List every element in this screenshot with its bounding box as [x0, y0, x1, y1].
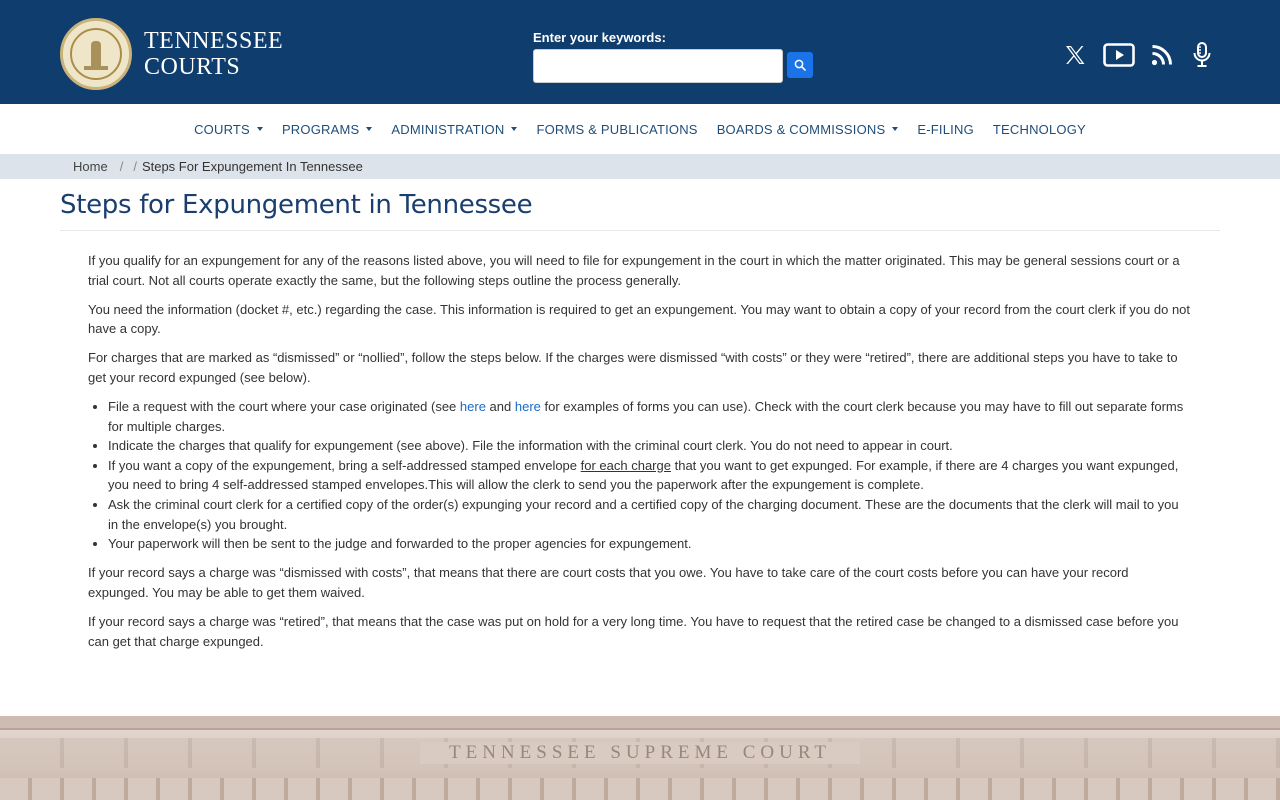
podcast-icon	[1192, 42, 1212, 68]
logo-line-1: TENNESSEE	[144, 28, 284, 54]
forms-link-1[interactable]: here	[459, 399, 486, 415]
nav-item-boards-commissions[interactable]	[717, 122, 899, 137]
nav-label: PROGRAMS	[281, 121, 360, 137]
caret-down-icon	[892, 127, 898, 131]
search-label: Enter your keywords:	[533, 30, 666, 45]
banner-inscription: TENNESSEE SUPREME COURT	[420, 742, 860, 764]
caret-down-icon	[366, 127, 372, 131]
caret-down-icon	[257, 127, 263, 131]
emphasis-text: for each charge	[580, 457, 671, 473]
logo-line-2: COURTS	[144, 54, 241, 80]
paragraph: For charges that are marked as “dismissed” or “nollied”, follow the steps below. If the charges were dismissed “with costs” or they were “retired”, there are additional steps you have to take to get your record expunged (see below).	[88, 350, 1178, 385]
list-item: • If you want a copy of the expungement, bring a self-addressed stamped envelope for each charge that you want to get expunged. For example, if there are 4 charges you want expunged, you need to bring 4 self-addressed stamped envelopes.This will allow the clerk to send you the paperwork after the expungement is complete.	[108, 456, 1192, 495]
logo-text	[144, 28, 283, 80]
nav-label: BOARDS & COMMISSIONS	[716, 121, 886, 137]
search-input[interactable]	[533, 49, 783, 83]
search-icon	[794, 59, 806, 71]
list-item: • Your paperwork will then be sent to the judge and forwarded to the proper agencies for expungement.	[108, 534, 1192, 554]
steps-list	[108, 397, 1192, 554]
x-link[interactable]	[1062, 40, 1088, 70]
breadcrumb-current: Steps For Expungement In Tennessee	[141, 159, 363, 174]
paragraph: If your record says a charge was “dismissed with costs”, that means that there are court costs that you owe. You have to take care of the court costs before you can have your record expunged. You may be able to get them waived.	[88, 565, 1129, 600]
nav-item-e-filing[interactable]	[917, 122, 974, 137]
nav-item-programs[interactable]	[282, 122, 372, 137]
paragraph: If you qualify for an expungement for any of the reasons listed above, you will need to file for expungement in the court in which the matter originated. This may be general sessions court or a trial court. Not all courts operate exactly the same, but the following steps outline the process generally.	[88, 253, 1180, 288]
nav-item-courts[interactable]	[194, 122, 263, 137]
breadcrumb-home[interactable]: Home	[73, 159, 108, 174]
page-title: Steps for Expungement in Tennessee	[60, 190, 533, 220]
supreme-court-banner-image	[0, 716, 1280, 800]
title-divider	[60, 230, 1220, 231]
search-button[interactable]	[787, 52, 813, 78]
nav-item-forms-publications[interactable]	[536, 122, 697, 137]
list-item: • File a request with the court where your case originated (see here and here for examples of forms you can use). Check with the court clerk because you may have to fill out separate forms for multiple charges.	[108, 397, 1192, 436]
youtube-link[interactable]	[1102, 40, 1136, 70]
caret-down-icon	[511, 127, 517, 131]
site-header	[0, 0, 1280, 104]
article-body	[88, 251, 1192, 661]
rss-link[interactable]	[1150, 40, 1174, 70]
list-item: • Ask the criminal court clerk for a certified copy of the order(s) expunging your record and a certified copy of the charging document. These are the documents that the clerk will mail to you in the envelope(s) you brought.	[108, 495, 1192, 534]
nav-label: TECHNOLOGY	[992, 121, 1086, 137]
rss-icon	[1151, 44, 1173, 66]
main-nav	[0, 104, 1280, 154]
breadcrumb	[0, 154, 1280, 179]
nav-label: FORMS & PUBLICATIONS	[536, 121, 698, 137]
breadcrumb-separator: /	[133, 159, 137, 174]
nav-label: E-FILING	[917, 121, 974, 137]
podcast-link[interactable]	[1191, 40, 1213, 70]
breadcrumb-separator: /	[119, 159, 124, 174]
judiciary-seal-icon	[60, 18, 132, 90]
list-item: • Indicate the charges that qualify for expungement (see above). File the information with the criminal court clerk. You do not need to appear in court.	[108, 436, 1192, 456]
nav-item-administration[interactable]	[391, 122, 517, 137]
nav-label: ADMINISTRATION	[391, 121, 505, 137]
paragraph: If your record says a charge was “retired”, that means that the case was put on hold for a very long time. You have to request that the retired case be changed to a dismissed case before you can get that charge expunged.	[88, 614, 1179, 649]
forms-link-2[interactable]: here	[514, 399, 541, 415]
nav-label: COURTS	[194, 121, 250, 137]
nav-item-technology[interactable]	[993, 122, 1086, 137]
paragraph: You need the information (docket #, etc.) regarding the case. This information is required to get an expungement. You may want to obtain a copy of your record from the court clerk if you do not have a copy.	[88, 301, 1191, 337]
youtube-icon	[1103, 43, 1135, 67]
x-icon	[1063, 43, 1087, 67]
site-logo[interactable]	[60, 18, 283, 90]
